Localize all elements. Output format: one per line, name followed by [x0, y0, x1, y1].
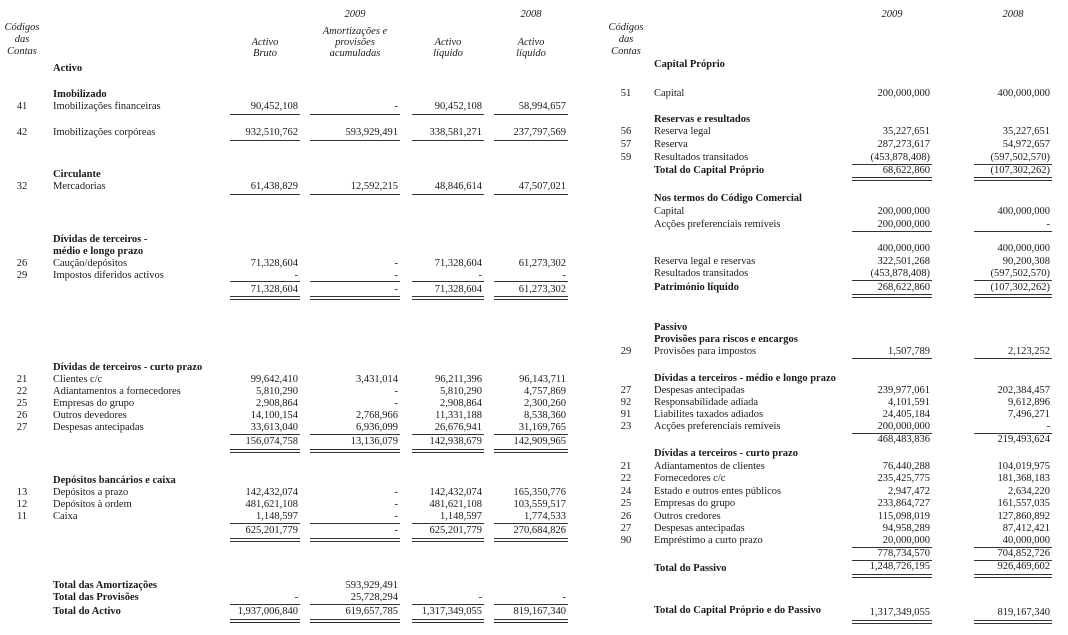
amortizacoes-cell: - — [394, 284, 398, 295]
account-code: 42 — [16, 127, 28, 138]
section-heading: Dívidas a terceiros - médio e longo prazo — [654, 373, 836, 384]
value-2009-cell: 1,317,349,055 — [869, 607, 930, 618]
underline — [494, 194, 568, 195]
activo-liquido-2009-cell: 1,148,597 — [440, 511, 482, 522]
underline — [974, 358, 1052, 359]
underline — [412, 140, 484, 141]
value-2009-cell: 76,440,288 — [882, 461, 930, 472]
section-heading: Imobilizado — [53, 89, 107, 100]
value-2008-cell: 127,860,892 — [997, 511, 1050, 522]
activo-liquido-2008-cell: 237,797,569 — [513, 127, 566, 138]
activo-liquido-2008-cell: - — [562, 270, 566, 281]
amortizacoes-cell: 6,936,099 — [356, 422, 398, 433]
account-label: Acções preferenciais remíveis — [654, 421, 781, 432]
amortizacoes-cell: 2,768,966 — [356, 410, 398, 421]
account-code: 26 — [620, 511, 632, 522]
underline — [494, 140, 568, 141]
account-code: 25 — [16, 398, 28, 409]
double-underline — [974, 177, 1052, 181]
value-2009-cell: 287,273,617 — [877, 139, 930, 150]
amortizacoes-cell: 593,929,491 — [345, 127, 398, 138]
amortizacoes-cell: - — [394, 258, 398, 269]
activo-bruto-cell: 5,810,290 — [256, 386, 298, 397]
underline — [310, 281, 400, 282]
underline — [852, 231, 932, 232]
activo-bruto-cell: 156,074,758 — [245, 436, 298, 447]
value-2009-cell: 1,248,726,195 — [869, 561, 930, 572]
value-2009-cell: 2,947,472 — [888, 486, 930, 497]
col-amortizacoes-header: provisões — [335, 37, 375, 48]
account-code: 90 — [620, 535, 632, 546]
activo-liquido-2008-cell: 142,909,965 — [513, 436, 566, 447]
double-underline — [310, 538, 400, 542]
value-2008-cell: 819,167,340 — [997, 607, 1050, 618]
section-heading: Dívidas de terceiros - — [53, 234, 148, 245]
double-underline — [852, 177, 932, 181]
col-activo-bruto-header: Activo — [251, 37, 279, 48]
account-label: Despesas antecipadas — [654, 523, 745, 534]
activo-liquido-2009-cell: 26,676,941 — [434, 422, 482, 433]
activo-liquido-2009-cell: - — [478, 592, 482, 603]
value-2009-cell: 239,977,061 — [877, 385, 930, 396]
double-underline — [412, 449, 484, 453]
value-2009-cell: 94,958,289 — [882, 523, 930, 534]
amortizacoes-cell: - — [394, 487, 398, 498]
value-2008-cell: 87,412,421 — [1002, 523, 1050, 534]
account-code: 11 — [16, 511, 28, 522]
account-code: 27 — [620, 385, 632, 396]
amortizacoes-cell: 619,657,785 — [345, 606, 398, 617]
value-2008-cell: 7,496,271 — [1008, 409, 1050, 420]
activo-bruto-cell: 33,613,040 — [250, 422, 298, 433]
col-amortizacoes-header: acumuladas — [329, 48, 381, 59]
activo-bruto-cell: - — [294, 270, 298, 281]
account-label: Outros devedores — [53, 410, 127, 421]
patrimonio-liquido-label: Património líquido — [654, 282, 739, 293]
activo-bruto-cell: 1,937,006,840 — [237, 606, 298, 617]
value-2009-cell: 468,483,836 — [877, 434, 930, 445]
section-heading: médio e longo prazo — [53, 246, 144, 257]
activo-liquido-2009-cell: 338,581,271 — [429, 127, 482, 138]
account-label: Clientes c/c — [53, 374, 103, 385]
account-code: 29 — [16, 270, 28, 281]
value-2009-cell: 200,000,000 — [877, 421, 930, 432]
double-underline — [412, 538, 484, 542]
col-liquido-2008-header: líquido — [516, 48, 546, 59]
activo-liquido-2009-cell: 142,938,679 — [429, 436, 482, 447]
activo-liquido-2009-cell: 90,452,108 — [434, 101, 482, 112]
section-title-capital-proprio: Capital Próprio — [654, 59, 725, 70]
activo-liquido-2009-cell: 48,846,614 — [434, 181, 482, 192]
amortizacoes-cell: - — [394, 101, 398, 112]
value-2008-cell: (597,502,570) — [990, 268, 1050, 279]
account-code: 32 — [16, 181, 28, 192]
section-heading: Depósitos bancários e caixa — [53, 475, 176, 486]
value-2009-cell: 68,622,860 — [882, 165, 930, 176]
account-code: 51 — [620, 88, 632, 99]
account-label: Adiantamentos a fornecedores — [53, 386, 181, 397]
value-2009-cell: 24,405,184 — [882, 409, 930, 420]
value-2009-cell: 115,098,019 — [877, 511, 930, 522]
activo-bruto-cell: 142,432,074 — [245, 487, 298, 498]
amortizacoes-cell: - — [394, 511, 398, 522]
activo-liquido-2009-cell: - — [478, 270, 482, 281]
account-label: Reserva — [654, 139, 688, 150]
account-label: Liabilites taxados adiados — [654, 409, 764, 420]
value-2008-cell: - — [1046, 219, 1050, 230]
underline — [230, 194, 300, 195]
activo-liquido-2008-cell: 1,774,533 — [524, 511, 566, 522]
underline — [230, 604, 300, 605]
double-underline — [974, 574, 1052, 578]
account-code: 41 — [16, 101, 28, 112]
underline — [412, 523, 484, 524]
section-heading: Provisões para riscos e encargos — [654, 334, 798, 345]
account-label: Fornecedores c/c — [654, 473, 726, 484]
value-2008-cell: (107,302,262) — [990, 282, 1050, 293]
underline — [310, 140, 400, 141]
total-passivo-label: Total do Passivo — [654, 563, 727, 574]
double-underline — [494, 449, 568, 453]
activo-liquido-2008-cell: 8,538,360 — [524, 410, 566, 421]
activo-bruto-cell: 625,201,779 — [245, 525, 298, 536]
value-2008-cell: 202,384,457 — [997, 385, 1050, 396]
activo-bruto-cell: 481,621,108 — [245, 499, 298, 510]
value-2008-cell: (107,302,262) — [990, 165, 1050, 176]
activo-bruto-cell: 932,510,762 — [245, 127, 298, 138]
value-2008-cell: - — [1046, 421, 1050, 432]
activo-liquido-2008-cell: 96,143,711 — [519, 374, 566, 385]
account-label: Outros credores — [654, 511, 721, 522]
account-label: Acções preferenciais remíveis — [654, 219, 781, 230]
double-underline — [412, 296, 484, 300]
activo-liquido-2009-cell: 142,432,074 — [429, 487, 482, 498]
value-2009-cell: 200,000,000 — [877, 219, 930, 230]
value-2009-cell: 235,425,775 — [877, 473, 930, 484]
underline — [310, 523, 400, 524]
total-activo-label: Total do Activo — [53, 606, 121, 617]
underline — [852, 280, 932, 281]
account-code: 26 — [16, 258, 28, 269]
col-activo-bruto-header: Bruto — [253, 48, 277, 59]
activo-liquido-2009-cell: 1,317,349,055 — [421, 606, 482, 617]
year-2008-header: 2008 — [1002, 9, 1024, 20]
account-label: Estado e outros entes públicos — [654, 486, 782, 497]
account-code: 29 — [620, 346, 632, 357]
double-underline — [310, 449, 400, 453]
activo-liquido-2009-cell: 481,621,108 — [429, 499, 482, 510]
activo-bruto-cell: 71,328,604 — [250, 284, 298, 295]
double-underline — [852, 294, 932, 298]
year-2008-header: 2008 — [520, 9, 542, 20]
double-underline — [852, 620, 932, 624]
underline — [230, 114, 300, 115]
total-amortizacoes-value: 593,929,491 — [345, 580, 398, 591]
activo-liquido-2009-cell: 96,211,396 — [435, 374, 482, 385]
activo-liquido-2009-cell: 71,328,604 — [434, 258, 482, 269]
value-2009-cell: 200,000,000 — [877, 206, 930, 217]
codes-header: Códigos — [4, 22, 40, 33]
activo-liquido-2008-cell: 47,507,021 — [518, 181, 566, 192]
account-label: Capital — [654, 88, 685, 99]
value-2009-cell: 4,101,591 — [888, 397, 930, 408]
section-title-activo: Activo — [53, 63, 83, 74]
activo-liquido-2008-cell: 58,994,657 — [518, 101, 566, 112]
underline — [230, 281, 300, 282]
account-code: 23 — [620, 421, 632, 432]
value-2009-cell: 200,000,000 — [877, 88, 930, 99]
amortizacoes-cell: - — [394, 499, 398, 510]
account-label: Depósitos à ordem — [53, 499, 132, 510]
underline — [412, 281, 484, 282]
double-underline — [230, 296, 300, 300]
account-code: 21 — [620, 461, 632, 472]
underline — [494, 434, 568, 435]
total-capital-proprio-label: Total do Capital Próprio — [654, 165, 765, 176]
activo-bruto-cell: 61,438,829 — [250, 181, 298, 192]
account-code: 92 — [620, 397, 632, 408]
account-code: 57 — [620, 139, 632, 150]
value-2008-cell: 400,000,000 — [997, 88, 1050, 99]
double-underline — [310, 296, 400, 300]
account-code: 59 — [620, 152, 632, 163]
double-underline — [310, 619, 400, 623]
section-heading: Passivo — [654, 322, 688, 333]
col-liquido-2008-header: Activo — [517, 37, 545, 48]
section-heading: Reservas e resultados — [654, 114, 751, 125]
value-2008-cell: (597,502,570) — [990, 152, 1050, 163]
amortizacoes-cell: - — [394, 398, 398, 409]
activo-liquido-2008-cell: 31,169,765 — [518, 422, 566, 433]
value-2008-cell: 161,557,035 — [997, 498, 1050, 509]
col-liquido-2009-header: líquido — [433, 48, 463, 59]
value-2008-cell: 90,200,308 — [1002, 256, 1050, 267]
value-2009-cell: 233,864,727 — [877, 498, 930, 509]
codes-header: Contas — [7, 46, 37, 57]
account-label: Depósitos a prazo — [53, 487, 129, 498]
value-2008-cell: 181,368,183 — [997, 473, 1050, 484]
underline — [852, 358, 932, 359]
codes-header: das — [14, 34, 30, 45]
double-underline — [230, 449, 300, 453]
value-2009-cell: 322,501,268 — [877, 256, 930, 267]
account-label: Reserva legal — [654, 126, 711, 137]
activo-liquido-2008-cell: - — [562, 592, 566, 603]
underline — [310, 604, 400, 605]
double-underline — [230, 538, 300, 542]
underline — [494, 523, 568, 524]
value-2008-cell: 9,612,896 — [1008, 397, 1050, 408]
section-heading: Dívidas a terceiros - curto prazo — [654, 448, 798, 459]
total-capital-e-passivo-label: Total do Capital Próprio e do Passivo — [654, 605, 822, 616]
account-label: Resultados transitados — [654, 268, 749, 279]
underline — [974, 231, 1052, 232]
account-label: Empréstimo a curto prazo — [654, 535, 763, 546]
activo-liquido-2008-cell: 103,559,517 — [513, 499, 566, 510]
underline — [494, 281, 568, 282]
value-2009-cell: 35,227,651 — [882, 126, 930, 137]
double-underline — [494, 538, 568, 542]
activo-liquido-2009-cell: 5,810,290 — [440, 386, 482, 397]
account-code: 25 — [620, 498, 632, 509]
account-code: 12 — [16, 499, 28, 510]
activo-liquido-2008-cell: 270,684,826 — [513, 525, 566, 536]
double-underline — [974, 294, 1052, 298]
account-code: 26 — [16, 410, 28, 421]
account-label: Provisões para impostos — [654, 346, 757, 357]
value-2008-cell: 104,019,975 — [997, 461, 1050, 472]
codes-header: Códigos — [608, 22, 644, 33]
account-label: Responsabilidade adiada — [654, 397, 759, 408]
amortizacoes-cell: - — [394, 525, 398, 536]
underline — [412, 604, 484, 605]
double-underline — [230, 619, 300, 623]
value-2009-cell: 20,000,000 — [882, 535, 930, 546]
value-2008-cell: 400,000,000 — [997, 206, 1050, 217]
col-amortizacoes-header: Amortizações e — [322, 26, 388, 37]
double-underline — [974, 620, 1052, 624]
activo-liquido-2008-cell: 2,300,260 — [524, 398, 566, 409]
activo-liquido-2008-cell: 61,273,302 — [518, 284, 566, 295]
underline — [310, 434, 400, 435]
activo-liquido-2008-cell: 165,350,776 — [513, 487, 566, 498]
activo-bruto-cell: 90,452,108 — [250, 101, 298, 112]
value-2008-cell: 2,123,252 — [1008, 346, 1050, 357]
account-code: 22 — [620, 473, 632, 484]
underline — [230, 434, 300, 435]
amortizacoes-cell: 13,136,079 — [350, 436, 398, 447]
value-2009-cell: 778,734,570 — [877, 548, 930, 559]
account-label: Empresas do grupo — [53, 398, 135, 409]
value-2009-cell: 268,622,860 — [877, 282, 930, 293]
account-code: 21 — [16, 374, 28, 385]
account-code: 22 — [16, 386, 28, 397]
underline — [974, 280, 1052, 281]
amortizacoes-cell: - — [394, 386, 398, 397]
activo-bruto-cell: 1,148,597 — [256, 511, 298, 522]
activo-bruto-cell: 99,642,410 — [250, 374, 298, 385]
value-2008-cell: 54,972,657 — [1002, 139, 1050, 150]
year-2009-header: 2009 — [344, 9, 366, 20]
amortizacoes-cell: 25,728,294 — [350, 592, 398, 603]
account-label: Impostos diferidos activos — [53, 270, 164, 281]
account-label: Adiantamentos de clientes — [654, 461, 765, 472]
activo-liquido-2009-cell: 625,201,779 — [429, 525, 482, 536]
value-2008-cell: 2,634,220 — [1008, 486, 1050, 497]
activo-bruto-cell: 2,908,864 — [256, 398, 298, 409]
section-heading: Nos termos do Código Comercial — [654, 193, 802, 204]
total-provisoes-label: Total das Provisões — [53, 592, 139, 603]
account-label: Imobilizações corpóreas — [53, 127, 156, 138]
underline — [230, 523, 300, 524]
underline — [310, 194, 400, 195]
activo-liquido-2008-cell: 4,757,869 — [524, 386, 566, 397]
col-liquido-2009-header: Activo — [434, 37, 462, 48]
account-code: 13 — [16, 487, 28, 498]
activo-bruto-cell: 71,328,604 — [250, 258, 298, 269]
account-code: 56 — [620, 126, 632, 137]
underline — [310, 114, 400, 115]
codes-header: das — [618, 34, 634, 45]
amortizacoes-cell: 12,592,215 — [350, 181, 398, 192]
value-2009-cell: (453,878,408) — [870, 268, 930, 279]
account-label: Imobilizações financeiras — [53, 101, 161, 112]
account-code: 24 — [620, 486, 632, 497]
section-heading: Circulante — [53, 169, 101, 180]
underline — [412, 434, 484, 435]
account-label: Caixa — [53, 511, 78, 522]
amortizacoes-cell: - — [394, 270, 398, 281]
value-2008-cell: 35,227,651 — [1002, 126, 1050, 137]
section-heading: Dívidas de terceiros - curto prazo — [53, 362, 203, 373]
year-2009-header: 2009 — [881, 9, 903, 20]
account-label: Empresas do grupo — [654, 498, 736, 509]
activo-liquido-2009-cell: 2,908,864 — [440, 398, 482, 409]
account-code: 27 — [620, 523, 632, 534]
double-underline — [494, 296, 568, 300]
value-2008-cell: 926,469,602 — [997, 561, 1050, 572]
underline — [494, 604, 568, 605]
value-2008-cell: 40,000,000 — [1002, 535, 1050, 546]
total-amortizacoes-label: Total das Amortizações — [53, 580, 158, 591]
underline — [230, 140, 300, 141]
value-2009-cell: 1,507,789 — [888, 346, 930, 357]
value-2009-cell: 400,000,000 — [877, 243, 930, 254]
account-label: Despesas antecipadas — [53, 422, 144, 433]
account-code: 27 — [16, 422, 28, 433]
value-2008-cell: 704,852,726 — [997, 548, 1050, 559]
underline — [412, 194, 484, 195]
value-2008-cell: 400,000,000 — [997, 243, 1050, 254]
codes-header: Contas — [611, 46, 641, 57]
account-label: Reserva legal e reservas — [654, 256, 756, 267]
activo-liquido-2009-cell: 11,331,188 — [435, 410, 482, 421]
account-label: Mercadorias — [53, 181, 106, 192]
activo-liquido-2008-cell: 819,167,340 — [513, 606, 566, 617]
underline — [494, 114, 568, 115]
underline — [412, 114, 484, 115]
account-label: Resultados transitados — [654, 152, 749, 163]
double-underline — [852, 574, 932, 578]
value-2009-cell: (453,878,408) — [870, 152, 930, 163]
double-underline — [494, 619, 568, 623]
amortizacoes-cell: 3,431,014 — [356, 374, 398, 385]
activo-bruto-cell: 14,100,154 — [250, 410, 298, 421]
account-label: Caução/depósitos — [53, 258, 128, 269]
double-underline — [412, 619, 484, 623]
account-code: 91 — [620, 409, 632, 420]
activo-bruto-cell: - — [294, 592, 298, 603]
activo-liquido-2008-cell: 61,273,302 — [518, 258, 566, 269]
account-label: Capital — [654, 206, 685, 217]
account-label: Despesas antecipadas — [654, 385, 745, 396]
value-2008-cell: 219,493,624 — [997, 434, 1050, 445]
activo-liquido-2009-cell: 71,328,604 — [434, 284, 482, 295]
